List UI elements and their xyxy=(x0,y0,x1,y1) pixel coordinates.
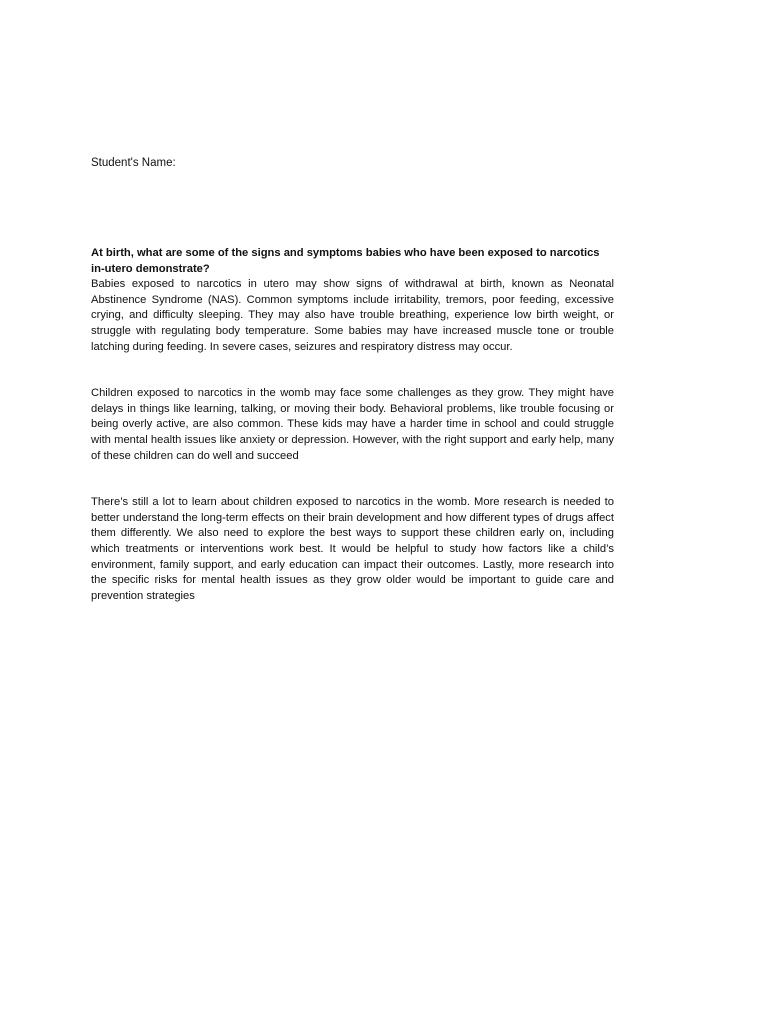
question-heading: At birth, what are some of the signs and symptoms babies who have been exposed to narcotics in-utero demonstrate? xyxy=(91,247,600,275)
answer-paragraph-1: Babies exposed to narcotics in utero may show signs of withdrawal at birth, known as Neonatal Abstinence Syndrome (NAS). Common symptoms include irritability, tremors, poor feeding, excessive crying, and difficulty sleeping. They may also have trouble breathing, experience low birth weight, or struggle with regulating body temperature. Some babies may have increased muscle tone or trouble latching during feeding. In severe cases, seizures and respiratory distress may occur. xyxy=(91,278,614,353)
answer-paragraph-2: Children exposed to narcotics in the womb may face some challenges as they grow. They might have delays in things like learning, talking, or moving their body. Behavioral problems, like trouble focusing or being overly active, are also common. These kids may have a harder time in school and could struggle with mental health issues like anxiety or depression. However, with the right support and early help, many of these children can do well and succeed xyxy=(91,387,614,462)
answer-paragraph-3: There’s still a lot to learn about children exposed to narcotics in the womb. More research is needed to better understand the long-term effects on their brain development and how different types of drugs affect them differently. We also need to explore the best ways to support these children early on, including which treatments or interventions work best. It would be helpful to study how factors like a child’s environment, family support, and early education can impact their outcomes. Lastly, more research into the specific risks for mental health issues as they grow older would be important to guide care and prevention strategies xyxy=(91,496,614,602)
paragraph-spacer xyxy=(91,355,614,386)
student-name-label: Student's Name: xyxy=(91,157,176,169)
paragraph-spacer xyxy=(91,464,614,495)
document-body xyxy=(91,246,614,604)
